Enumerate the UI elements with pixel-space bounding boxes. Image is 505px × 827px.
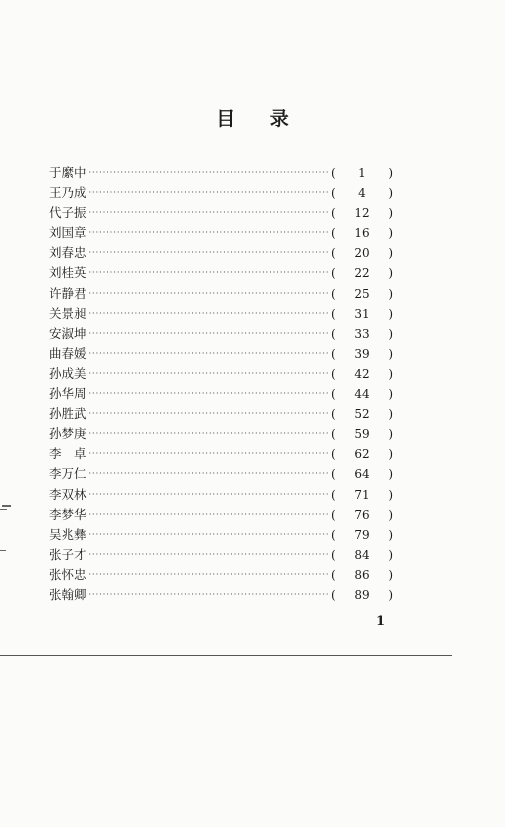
entry-name: 王乃成 <box>49 185 87 201</box>
entry-page-number: 22 <box>354 266 370 281</box>
entry-page: ( 25 ) <box>331 284 393 304</box>
entry-name: 吴兆彝 <box>49 526 87 542</box>
table-of-contents <box>49 163 393 605</box>
entry-page-number: 64 <box>354 467 370 482</box>
toc-entry <box>49 223 393 243</box>
page-title: 目 录 <box>216 108 303 130</box>
entry-name: 安淑坤 <box>49 325 87 341</box>
entry-name: 刘春忠 <box>49 245 87 261</box>
entry-page-number: 4 <box>358 186 366 201</box>
entry-page-number: 39 <box>354 346 370 361</box>
toc-entry <box>49 464 393 484</box>
entry-page-number: 76 <box>354 507 370 522</box>
dot-leader <box>89 183 329 203</box>
toc-entry <box>49 324 393 344</box>
dot-leader <box>89 284 329 304</box>
entry-page-number: 89 <box>354 587 370 602</box>
dot-leader <box>89 304 329 324</box>
toc-entry <box>49 545 393 565</box>
entry-page-number: 84 <box>354 547 370 562</box>
dot-leader <box>89 585 329 605</box>
toc-entry <box>49 404 393 424</box>
entry-name: 关景昶 <box>49 305 87 321</box>
dot-leader <box>89 545 329 565</box>
dot-leader <box>89 384 329 404</box>
toc-entry <box>49 263 393 283</box>
entry-name: 代子振 <box>49 205 87 221</box>
entry-page: ( 52 ) <box>331 404 393 424</box>
dot-leader <box>89 424 329 444</box>
entry-page-number: 52 <box>354 407 370 422</box>
dot-leader <box>89 243 329 263</box>
entry-name: 曲春媛 <box>49 345 87 361</box>
page-number: 1 <box>376 614 386 629</box>
toc-entry <box>49 585 393 605</box>
dot-leader <box>89 344 329 364</box>
bottom-rule <box>0 655 452 656</box>
entry-page-number: 31 <box>354 306 370 321</box>
toc-entry <box>49 525 393 545</box>
entry-page-number: 25 <box>354 286 370 301</box>
dot-leader <box>89 444 329 464</box>
entry-page-number: 12 <box>354 206 370 221</box>
toc-entry <box>49 243 393 263</box>
entry-name: 张翰卿 <box>49 586 87 602</box>
entry-name: 张子才 <box>49 546 87 562</box>
entry-page: ( 89 ) <box>331 585 393 605</box>
entry-name: 刘桂英 <box>49 265 87 281</box>
scan-edge-mark <box>2 505 11 507</box>
entry-page-number: 79 <box>354 527 370 542</box>
entry-name: 李双林 <box>49 486 87 502</box>
entry-name: 许静君 <box>49 285 87 301</box>
entry-page: ( 64 ) <box>331 464 393 484</box>
scan-edge-mark <box>0 509 7 510</box>
entry-page-number: 16 <box>354 226 370 241</box>
dot-leader <box>89 565 329 585</box>
dot-leader <box>89 203 329 223</box>
entry-name: 孙胜武 <box>49 406 87 422</box>
toc-entry <box>49 304 393 324</box>
dot-leader <box>89 263 329 283</box>
entry-page: ( 86 ) <box>331 565 393 585</box>
toc-entry <box>49 505 393 525</box>
toc-entry <box>49 344 393 364</box>
entry-name: 李梦华 <box>49 506 87 522</box>
entry-page: ( 31 ) <box>331 304 393 324</box>
entry-page: ( 44 ) <box>331 384 393 404</box>
entry-page-number: 62 <box>354 447 370 462</box>
entry-page: ( 12 ) <box>331 203 393 223</box>
entry-page: ( 16 ) <box>331 223 393 243</box>
entry-page: ( 62 ) <box>331 444 393 464</box>
entry-name: 孙华周 <box>49 386 87 402</box>
scan-edge-mark <box>0 550 6 551</box>
dot-leader <box>89 364 329 384</box>
entry-page-number: 71 <box>354 487 370 502</box>
toc-entry <box>49 203 393 223</box>
dot-leader <box>89 525 329 545</box>
entry-name: 孙成美 <box>49 365 87 381</box>
entry-page: ( 1 ) <box>331 163 393 183</box>
entry-page: ( 42 ) <box>331 364 393 384</box>
entry-name: 张怀忠 <box>49 566 87 582</box>
entry-page-number: 86 <box>354 567 370 582</box>
entry-page-number: 20 <box>354 246 370 261</box>
dot-leader <box>89 324 329 344</box>
entry-name: 李万仁 <box>49 466 87 482</box>
entry-page: ( 84 ) <box>331 545 393 565</box>
entry-name: 孙梦庚 <box>49 426 87 442</box>
toc-entry <box>49 364 393 384</box>
dot-leader <box>89 163 329 183</box>
toc-entry <box>49 565 393 585</box>
toc-entry <box>49 384 393 404</box>
entry-page: ( 33 ) <box>331 324 393 344</box>
toc-entry <box>49 284 393 304</box>
entry-page: ( 59 ) <box>331 424 393 444</box>
entry-page: ( 79 ) <box>331 525 393 545</box>
toc-entry <box>49 444 393 464</box>
entry-page: ( 39 ) <box>331 344 393 364</box>
dot-leader <box>89 505 329 525</box>
entry-page-number: 59 <box>354 427 370 442</box>
entry-page: ( 20 ) <box>331 243 393 263</box>
entry-name: 刘国章 <box>49 225 87 241</box>
dot-leader <box>89 404 329 424</box>
entry-page: ( 4 ) <box>331 183 393 203</box>
dot-leader <box>89 223 329 243</box>
entry-page-number: 1 <box>358 166 366 180</box>
entry-page-number: 33 <box>354 326 370 341</box>
entry-page: ( 22 ) <box>331 263 393 283</box>
entry-page-number: 44 <box>354 387 370 402</box>
entry-page-number: 42 <box>354 366 370 381</box>
toc-entry <box>49 424 393 444</box>
entry-name: 李 卓 <box>49 446 87 462</box>
toc-entry <box>49 183 393 203</box>
dot-leader <box>89 485 329 505</box>
dot-leader <box>89 464 329 484</box>
entry-name: 于縻中 <box>49 165 87 180</box>
entry-page: ( 71 ) <box>331 485 393 505</box>
toc-entry <box>49 163 393 183</box>
entry-page: ( 76 ) <box>331 505 393 525</box>
toc-entry <box>49 485 393 505</box>
